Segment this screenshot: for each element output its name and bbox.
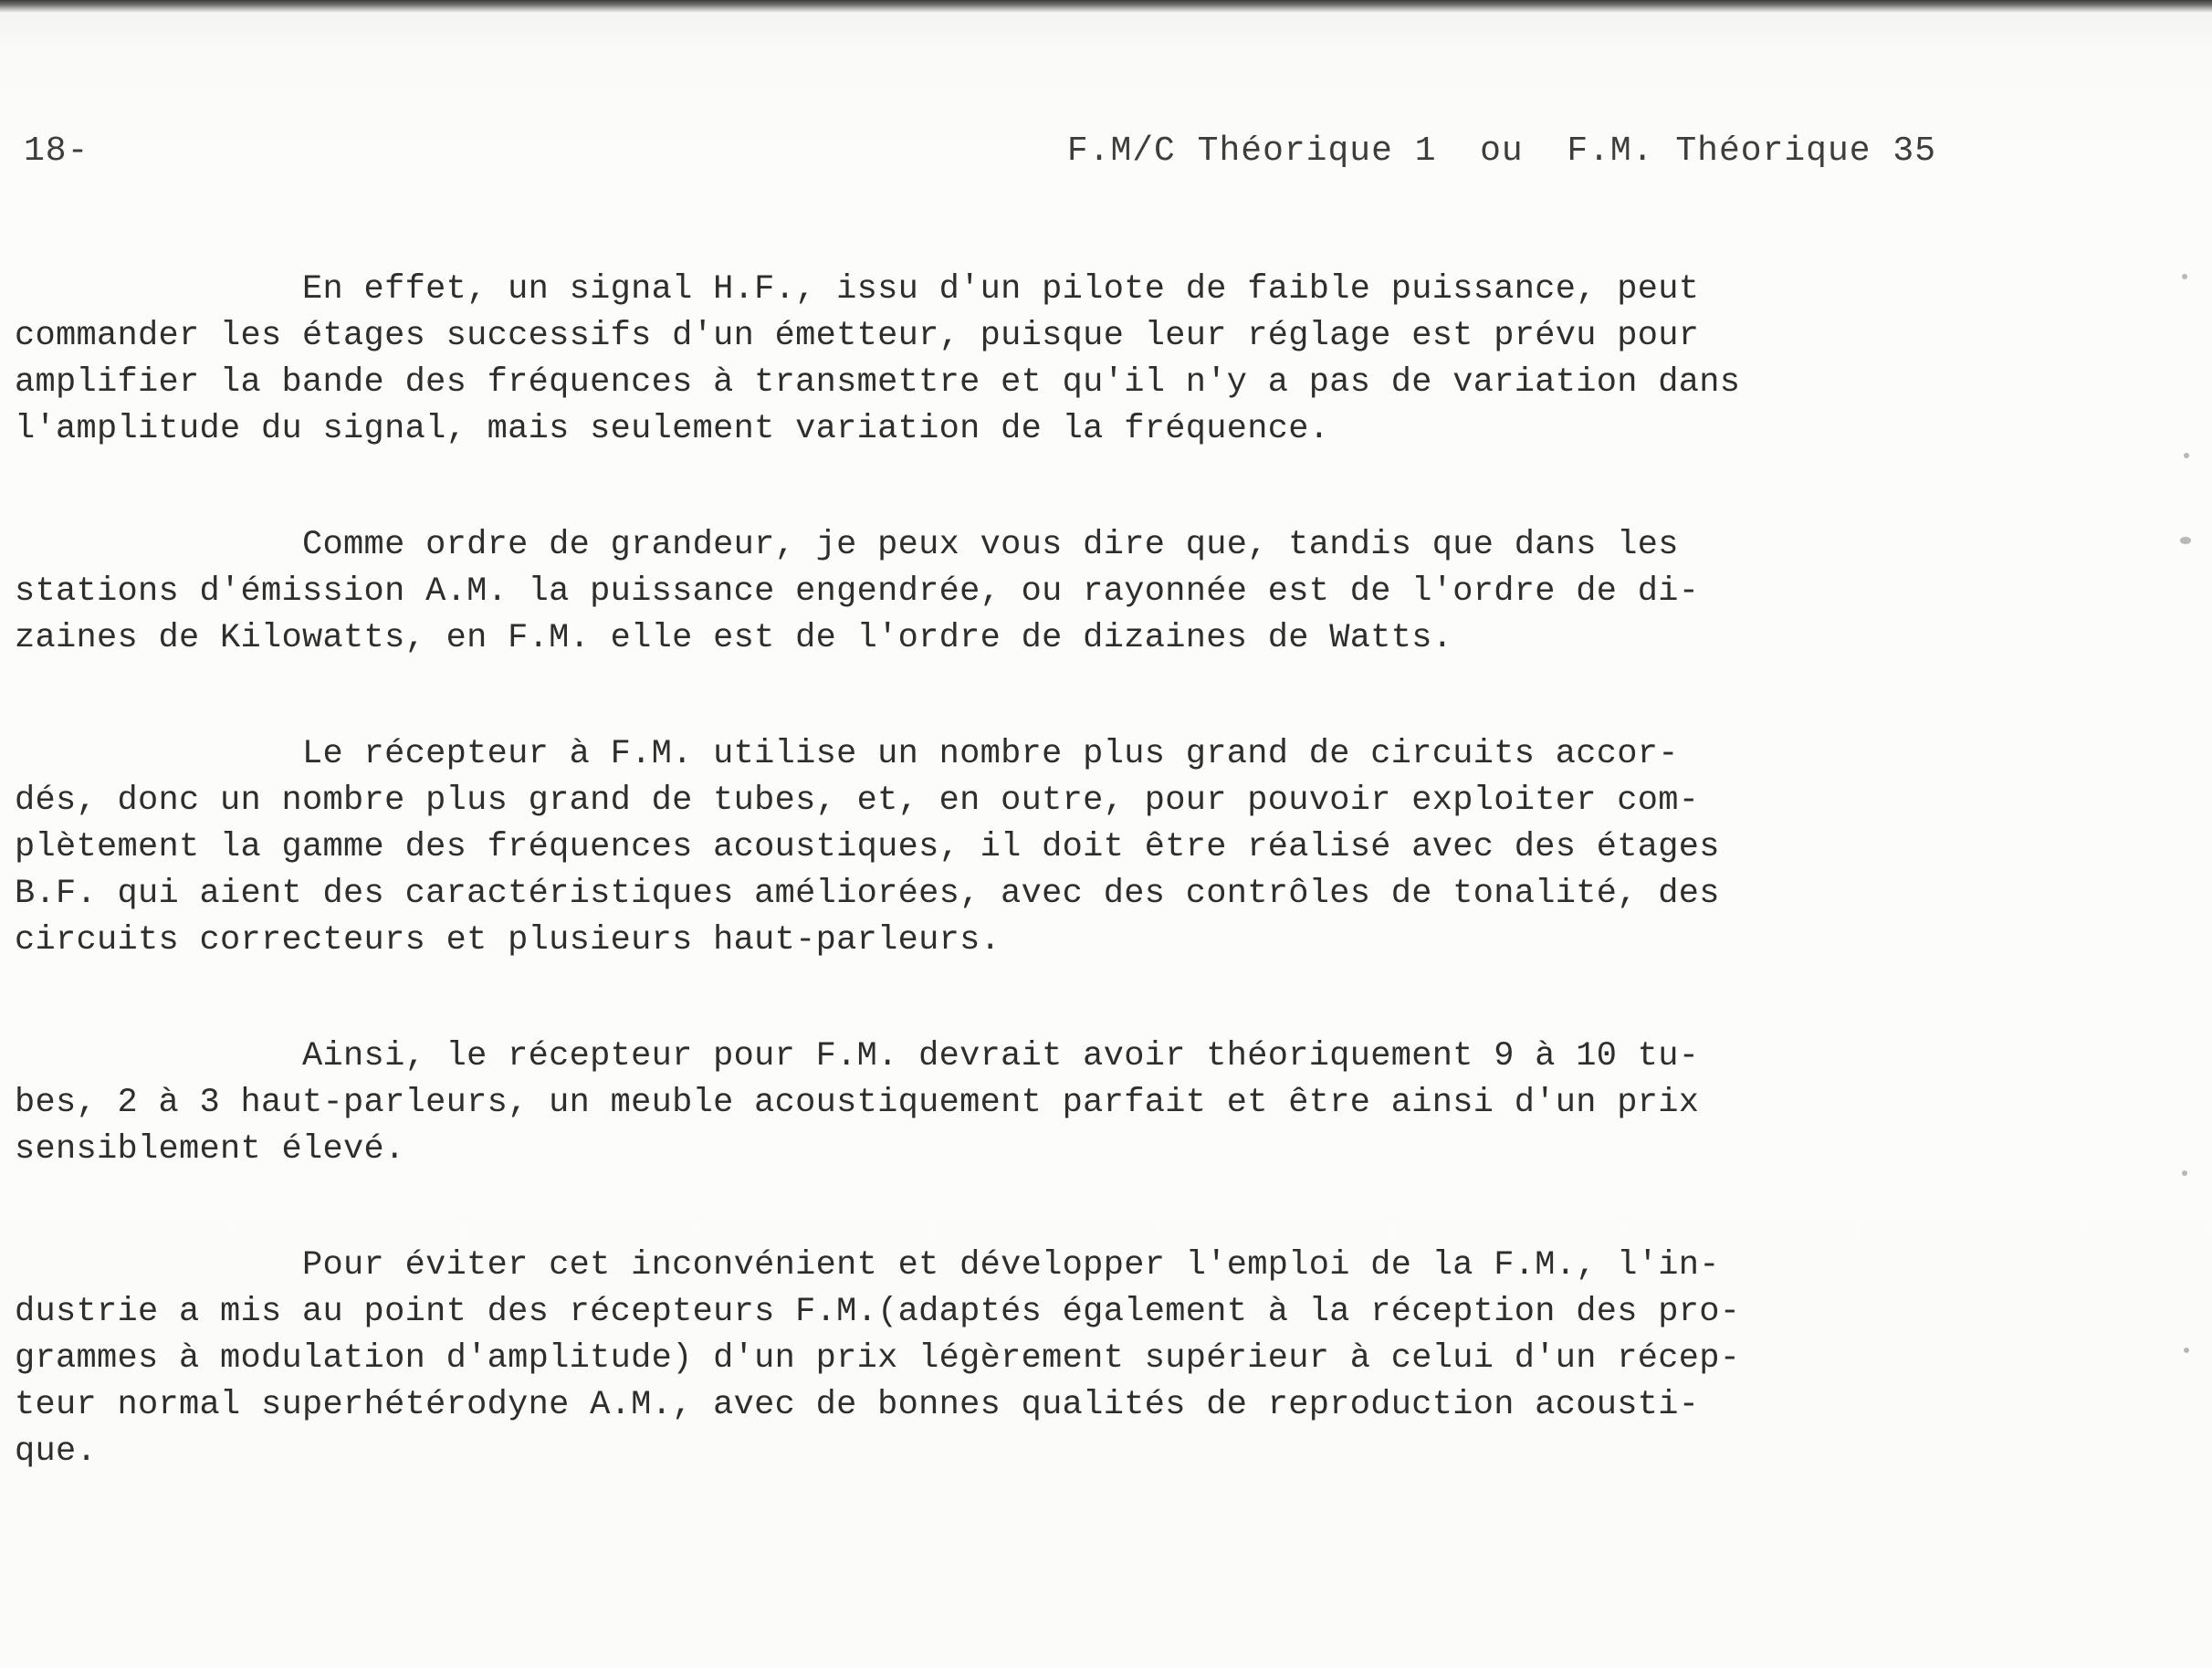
scan-speck (2182, 274, 2187, 279)
page-top-edge-shadow (0, 0, 2212, 13)
course-title: F.M/C Théorique 1 ou F.M. Théorique 35 (1066, 131, 1936, 171)
text-line: sensiblement élevé. (15, 1130, 405, 1169)
text-line: Ainsi, le récepteur pour F.M. devrait avoir théoriquement 9 à 10 tu- (15, 1037, 1700, 1075)
text-line: stations d'émission A.M. la puissance engendrée, ou rayonnée est de l'ordre de di- (15, 572, 1700, 611)
scan-speck (2184, 453, 2189, 458)
scan-speck (2184, 1348, 2189, 1353)
text-line: bes, 2 à 3 haut-parleurs, un meuble acoustiquement parfait et être ainsi d'un prix (15, 1084, 1700, 1122)
scan-speck (2182, 1170, 2187, 1176)
text-line: amplifier la bande des fréquences à transmettre et qu'il n'y a pas de variation dans (15, 363, 1741, 402)
text-line: B.F. qui aient des caractéristiques améliorées, avec des contrôles de tonalité, des (15, 875, 1720, 913)
text-line: En effet, un signal H.F., issu d'un pilote de faible puissance, peut (15, 270, 1700, 309)
text-line: circuits correcteurs et plusieurs haut-parleurs. (15, 921, 1001, 960)
text-line: grammes à modulation d'amplitude) d'un prix légèrement supérieur à celui d'un récep- (15, 1339, 1741, 1378)
text-line: plètement la gamme des fréquences acoustiques, il doit être réalisé avec des étages (15, 828, 1720, 866)
text-line: Le récepteur à F.M. utilise un nombre plus grand de circuits accor- (15, 735, 1679, 773)
text-line: commander les étages successifs d'un émetteur, puisque leur réglage est prévu pour (15, 317, 1700, 355)
text-line: Pour éviter cet inconvénient et développer l'emploi de la F.M., l'in- (15, 1246, 1720, 1285)
text-line: Comme ordre de grandeur, je peux vous dire que, tandis que dans les (15, 526, 1679, 564)
paragraph-ainsi (15, 1033, 1977, 1173)
paragraph-recepteur-fm (15, 731, 1977, 964)
text-line: dustrie a mis au point des récepteurs F.M.(adaptés également à la réception des pro- (15, 1293, 1741, 1331)
text-line: que. (15, 1432, 98, 1471)
scan-speck (2180, 537, 2191, 544)
text-line: teur normal superhétérodyne A.M., avec de bonnes qualités de reproduction acousti- (15, 1386, 1700, 1424)
paragraph-ordre-de-grandeur (15, 522, 1977, 662)
text-line: zaines de Kilowatts, en F.M. elle est de l'ordre de dizaines de Watts. (15, 619, 1453, 657)
text-line: l'amplitude du signal, mais seulement variation de la fréquence. (15, 410, 1330, 448)
text-line: dés, donc un nombre plus grand de tubes, et, en outre, pour pouvoir exploiter com- (15, 782, 1700, 820)
body-text (15, 267, 1977, 1545)
page-number: 18- (24, 131, 89, 171)
paragraph-pour-eviter (15, 1243, 1977, 1475)
paragraph-signal-hf (15, 267, 1977, 453)
